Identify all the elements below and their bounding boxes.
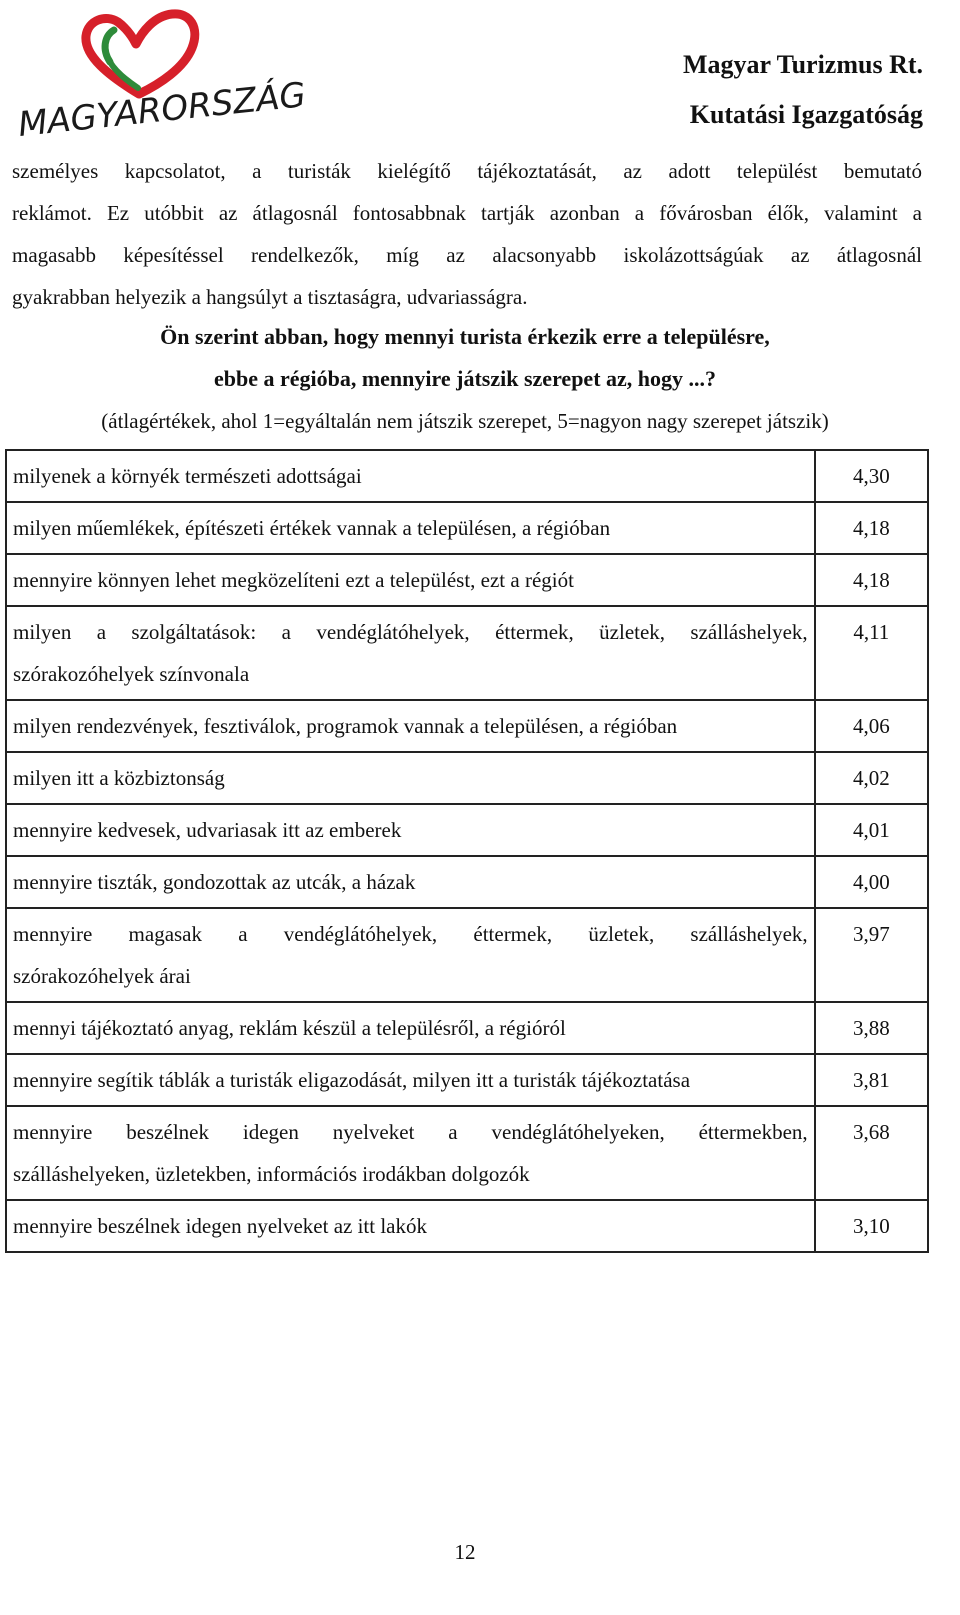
scale-note: (átlagértékek, ahol 1=egyáltalán nem játszik szerepet, 5=nagyon nagy szerepet játszik) <box>101 409 829 433</box>
row-value: 3,88 <box>815 1002 928 1054</box>
row-value: 3,68 <box>815 1106 928 1200</box>
row-value: 3,10 <box>815 1200 928 1252</box>
row-value: 4,11 <box>815 606 928 700</box>
row-label-line: mennyire beszélnek idegen nyelveket a vendéglátóhelyeken, éttermekben, <box>13 1120 808 1144</box>
organization-department: Kutatási Igazgatóság <box>689 100 923 129</box>
table-row <box>6 700 928 752</box>
body-paragraph <box>12 150 922 318</box>
row-label: milyen műemlékek, építészeti értékek vannak a településen, a régióban <box>6 502 815 554</box>
paragraph-line: magasabb képesítéssel rendelkezők, míg az alacsonyabb iskolázottságúak az átlagosnál <box>12 243 922 267</box>
organization-name: Magyar Turizmus Rt. <box>682 50 923 79</box>
question-line-2: ebbe a régióba, mennyire játszik szerepet az, hogy ...? <box>213 366 717 391</box>
table-row <box>6 1002 928 1054</box>
table-row <box>6 752 928 804</box>
results-table <box>5 449 929 1253</box>
row-value: 4,02 <box>815 752 928 804</box>
page-header <box>0 0 960 150</box>
row-label <box>6 908 815 1002</box>
magyarorszag-logo <box>14 6 308 146</box>
row-label <box>6 606 815 700</box>
row-label: milyen itt a közbiztonság <box>6 752 815 804</box>
table-row <box>6 1200 928 1252</box>
row-value: 4,00 <box>815 856 928 908</box>
page-number: 12 <box>454 1540 476 1564</box>
table-row <box>6 1054 928 1106</box>
row-label: mennyi tájékoztató anyag, reklám készül a településről, a régióról <box>6 1002 815 1054</box>
row-label-line: szórakozóhelyek árai <box>13 964 191 988</box>
table-row <box>6 502 928 554</box>
row-label: mennyire tiszták, gondozottak az utcák, a házak <box>6 856 815 908</box>
row-label-line: szálláshelyeken, üzletekben, információs irodákban dolgozók <box>13 1162 530 1186</box>
row-label-line: milyen a szolgáltatások: a vendéglátóhelyek, éttermek, üzletek, szálláshelyek, <box>13 620 808 644</box>
row-value: 3,97 <box>815 908 928 1002</box>
row-value: 4,30 <box>815 450 928 502</box>
row-label: mennyire könnyen lehet megközelíteni ezt a települést, ezt a régiót <box>6 554 815 606</box>
table-row <box>6 606 928 700</box>
table-row <box>6 804 928 856</box>
table-row <box>6 554 928 606</box>
question-line-1: Ön szerint abban, hogy mennyi turista érkezik erre a településre, <box>160 324 770 349</box>
row-label-line: mennyire magasak a vendéglátóhelyek, éttermek, üzletek, szálláshelyek, <box>13 922 808 946</box>
row-value: 4,18 <box>815 554 928 606</box>
row-label: mennyire beszélnek idegen nyelveket az itt lakók <box>6 1200 815 1252</box>
paragraph-line: gyakrabban helyezik a hangsúlyt a tisztaságra, udvariasságra. <box>12 285 528 309</box>
row-value: 3,81 <box>815 1054 928 1106</box>
row-label-line: szórakozóhelyek színvonala <box>13 662 250 686</box>
row-label: mennyire segítik táblák a turisták eligazodását, milyen itt a turisták tájékoztatása <box>6 1054 815 1106</box>
paragraph-line: személyes kapcsolatot, a turisták kielégítő tájékoztatását, az adott települést bemutató <box>12 159 922 183</box>
row-value: 4,18 <box>815 502 928 554</box>
table-row <box>6 450 928 502</box>
row-label: milyenek a környék természeti adottságai <box>6 450 815 502</box>
paragraph-line: reklámot. Ez utóbbit az átlagosnál fontosabbnak tartják azonban a fővárosban élők, valamint a <box>12 201 922 225</box>
logo-text: MAGYARORSZÁG <box>16 75 308 146</box>
row-label: mennyire kedvesek, udvariasak itt az emberek <box>6 804 815 856</box>
table-row <box>6 856 928 908</box>
row-label <box>6 1106 815 1200</box>
table-row <box>6 908 928 1002</box>
survey-question <box>0 316 930 400</box>
row-value: 4,01 <box>815 804 928 856</box>
row-label: milyen rendezvények, fesztiválok, programok vannak a településen, a régióban <box>6 700 815 752</box>
row-value: 4,06 <box>815 700 928 752</box>
table-row <box>6 1106 928 1200</box>
organization-block <box>683 40 923 140</box>
